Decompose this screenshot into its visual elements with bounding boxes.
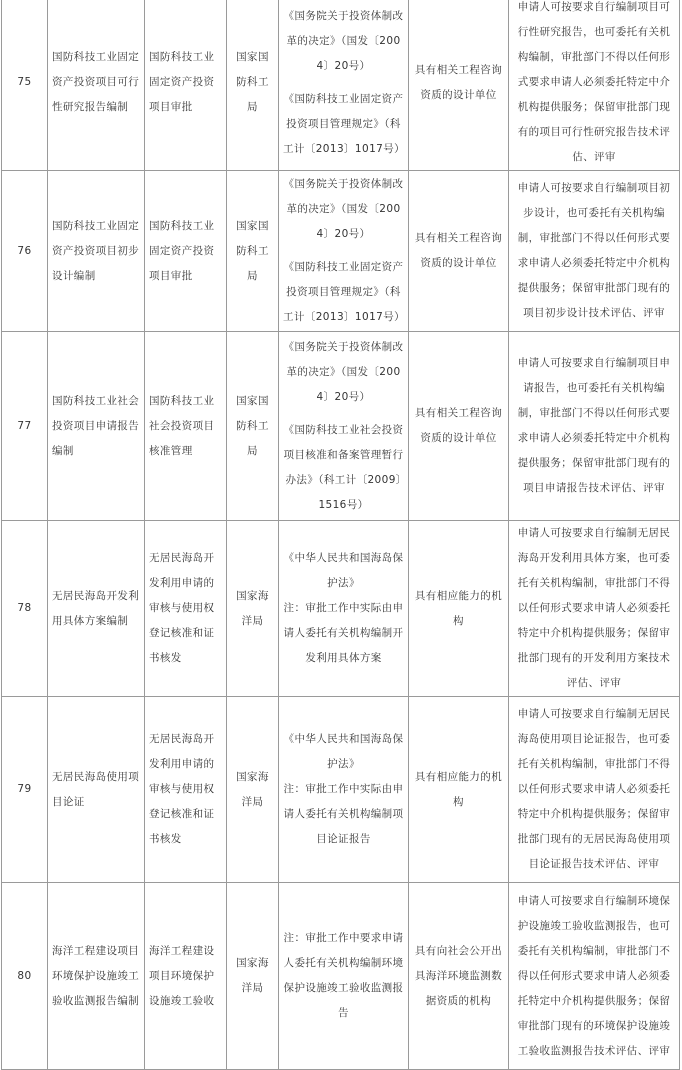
legal-basis [279,332,409,521]
basis-line: 注：审批工作中要求申请人委托有关机构编制环境保护设施竣工验收监测报告 [283,932,404,1019]
row-number: 79 [2,697,48,883]
service-item: 国防科技工业固定资产投资项目初步设计编制 [48,171,145,332]
basis-line: 《中华人民共和国海岛保护法》 [283,552,404,589]
note: 申请人可按要求自行编制环境保护设施竣工验收监测报告，也可委托有关机构编制，审批部门不得以任何形式要求申请人必须委托特定中介机构提供服务；保留审批部门现有的环境保护设施竣工验收监测报告技术评估、评审 [509,883,680,1070]
approval-item: 国防科技工业固定资产投资项目审批 [145,0,227,171]
note: 申请人可按要求自行编制项目申请报告，也可委托有关机构编制，审批部门不得以任何形式要求申请人必须委托特定中介机构提供服务；保留审批部门现有的项目申请报告技术评估、评审 [509,332,680,521]
basis-line: 《国务院关于投资体制改革的决定》（国发〔2004〕20号） [283,9,404,72]
approval-item: 无居民海岛开发利用申请的审核与使用权登记核准和证书核发 [145,521,227,697]
legal-basis [279,171,409,332]
service-item: 国防科技工业社会投资项目申请报告编制 [48,332,145,521]
qualification: 具有相关工程咨询资质的设计单位 [409,171,509,332]
legal-basis [279,883,409,1070]
legal-basis [279,697,409,883]
basis-line: 《国务院关于投资体制改革的决定》（国发〔2004〕20号） [283,178,404,240]
basis-line: 注：审批工作中实际由申请人委托有关机构编制项目论证报告 [283,783,404,845]
service-item: 海洋工程建设项目环境保护设施竣工验收监测报告编制 [48,883,145,1070]
intermediary-services-table [1,0,680,1070]
note: 申请人可按要求自行编制项目可行性研究报告，也可委托有关机构编制，审批部门不得以任何形式要求申请人必须委托特定中介机构提供服务；保留审批部门现有的项目可行性研究报告技术评估、评审 [509,0,680,171]
approval-department: 国家海洋局 [227,697,279,883]
approval-department: 国家国防科工局 [227,171,279,332]
table-row [2,332,680,521]
table-row [2,0,680,171]
basis-line: 《国防科技工业社会投资项目核准和备案管理暂行办法》（科工计〔2009〕1516号） [283,423,404,511]
note: 申请人可按要求自行编制项目初步设计，也可委托有关机构编制，审批部门不得以任何形式要求申请人必须委托特定中介机构提供服务；保留审批部门现有的项目初步设计技术评估、评审 [509,171,680,332]
note: 申请人可按要求自行编制无居民海岛开发利用具体方案，也可委托有关机构编制，审批部门不得以任何形式要求申请人必须委托特定中介机构提供服务；保留审批部门现有的开发利用方案技术评估、评审 [509,521,680,697]
basis-line: 《国务院关于投资体制改革的决定》（国发〔2004〕20号） [283,340,404,403]
basis-line: 注：审批工作中实际由申请人委托有关机构编制开发利用具体方案 [283,602,404,664]
table-row [2,883,680,1070]
approval-item: 国防科技工业社会投资项目核准管理 [145,332,227,521]
row-number: 76 [2,171,48,332]
approval-department: 国家国防科工局 [227,332,279,521]
basis-line: 《国防科技工业固定资产投资项目管理规定》（科工计〔2013〕1017号） [283,261,406,323]
table-row [2,521,680,697]
approval-department: 国家海洋局 [227,521,279,697]
service-item: 无居民海岛使用项目论证 [48,697,145,883]
legal-basis [279,0,409,171]
legal-basis [279,521,409,697]
qualification: 具有相关工程咨询资质的设计单位 [409,0,509,171]
row-number: 80 [2,883,48,1070]
row-number: 75 [2,0,48,171]
approval-item: 无居民海岛开发利用申请的审核与使用权登记核准和证书核发 [145,697,227,883]
qualification: 具有相应能力的机构 [409,521,509,697]
service-item: 无居民海岛开发利用具体方案编制 [48,521,145,697]
row-number: 78 [2,521,48,697]
qualification: 具有相应能力的机构 [409,697,509,883]
table-row [2,171,680,332]
basis-line: 《中华人民共和国海岛保护法》 [283,733,404,770]
qualification: 具有相关工程咨询资质的设计单位 [409,332,509,521]
basis-line: 《国防科技工业固定资产投资项目管理规定》（科工计〔2013〕1017号） [283,92,406,155]
note: 申请人可按要求自行编制无居民海岛使用项目论证报告，也可委托有关机构编制，审批部门不得以任何形式要求申请人必须委托特定中介机构提供服务；保留审批部门现有的无居民海岛使用项目论证报告技术评估、评审 [509,697,680,883]
approval-department: 国家国防科工局 [227,0,279,171]
row-number: 77 [2,332,48,521]
table-row [2,697,680,883]
approval-department: 国家海洋局 [227,883,279,1070]
qualification: 具有向社会公开出具海洋环境监测数据资质的机构 [409,883,509,1070]
service-item: 国防科技工业固定资产投资项目可行性研究报告编制 [48,0,145,171]
approval-item: 海洋工程建设项目环境保护设施竣工验收 [145,883,227,1070]
approval-item: 国防科技工业固定资产投资项目审批 [145,171,227,332]
